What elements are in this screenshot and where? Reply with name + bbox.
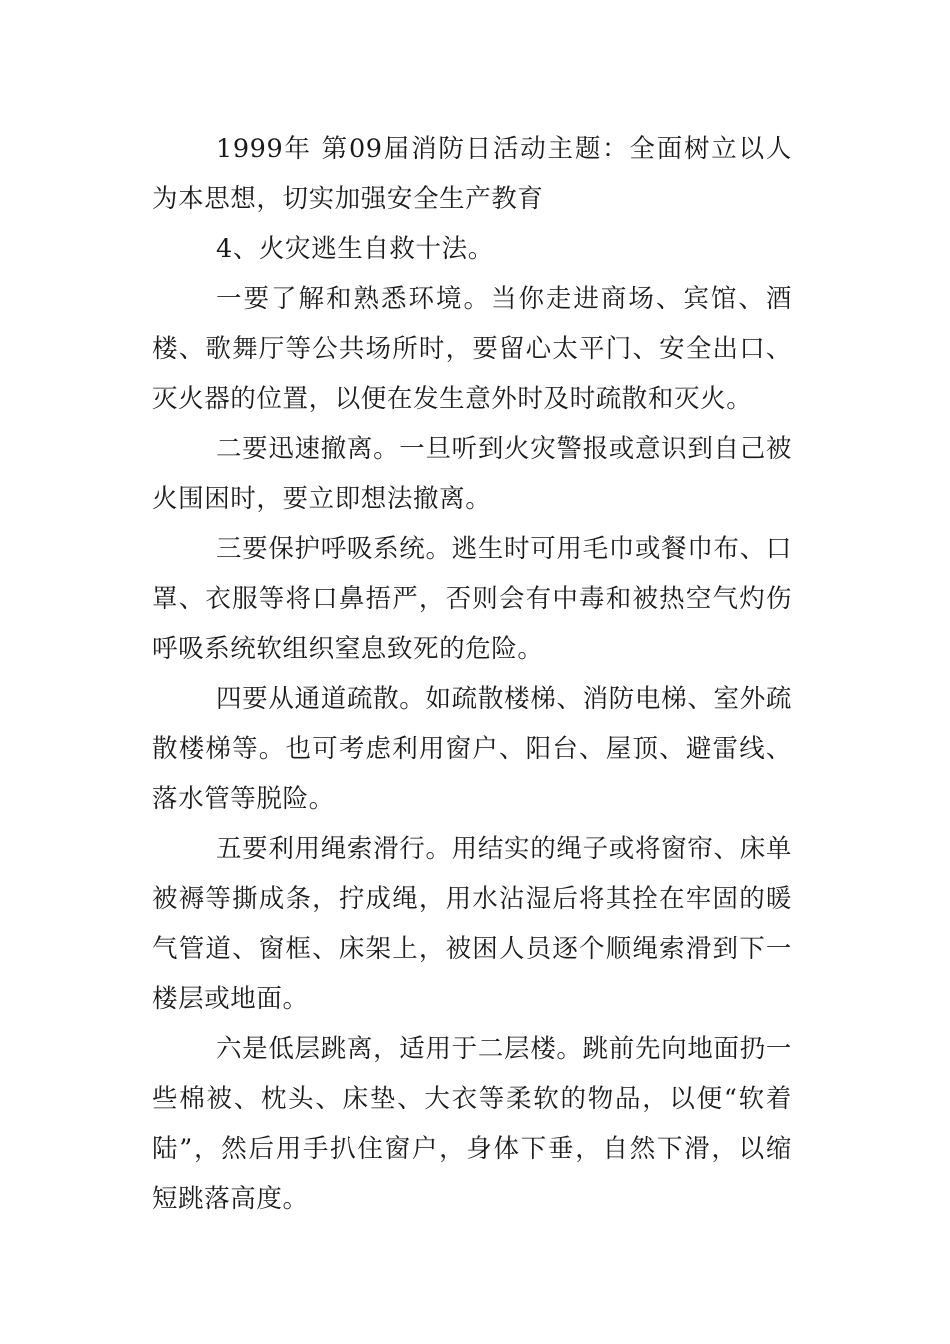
- paragraph-method-2: 二要迅速撤离。一旦听到火灾警报或意识到自己被火围困时，要立即想法撤离。: [152, 434, 792, 514]
- document-body: [152, 124, 792, 1224]
- paragraph-method-3: 三要保护呼吸系统。逃生时可用毛巾或餐巾布、口罩、衣服等将口鼻捂严，否则会有中毒和被热空气灼伤呼吸系统软组织窒息致死的危险。: [152, 534, 792, 664]
- paragraph-fire-day-theme: 1999年 第09届消防日活动主题：全面树立以人为本思想，切实加强安全生产教育: [152, 134, 792, 214]
- paragraph-method-4: 四要从通道疏散。如疏散楼梯、消防电梯、室外疏散楼梯等。也可考虑利用窗户、阳台、屋顶、避雷线、落水管等脱险。: [152, 684, 792, 814]
- paragraph-method-5: 五要利用绳索滑行。用结实的绳子或将窗帘、床单被褥等撕成条，拧成绳，用水沾湿后将其拴在牢固的暖气管道、窗框、床架上，被困人员逐个顺绳索滑到下一楼层或地面。: [152, 834, 792, 1014]
- paragraph-section-heading: 4、火灾逃生自救十法。: [216, 234, 494, 264]
- paragraph-method-6: 六是低层跳离，适用于二层楼。跳前先向地面扔一些棉被、枕头、床垫、大衣等柔软的物品，以便“软着陆”，然后用手扒住窗户，身体下垂，自然下滑，以缩短跳落高度。: [152, 1034, 793, 1214]
- paragraph-method-1: 一要了解和熟悉环境。当你走进商场、宾馆、酒楼、歌舞厅等公共场所时，要留心太平门、安全出口、灭火器的位置，以便在发生意外时及时疏散和灭火。: [152, 284, 792, 414]
